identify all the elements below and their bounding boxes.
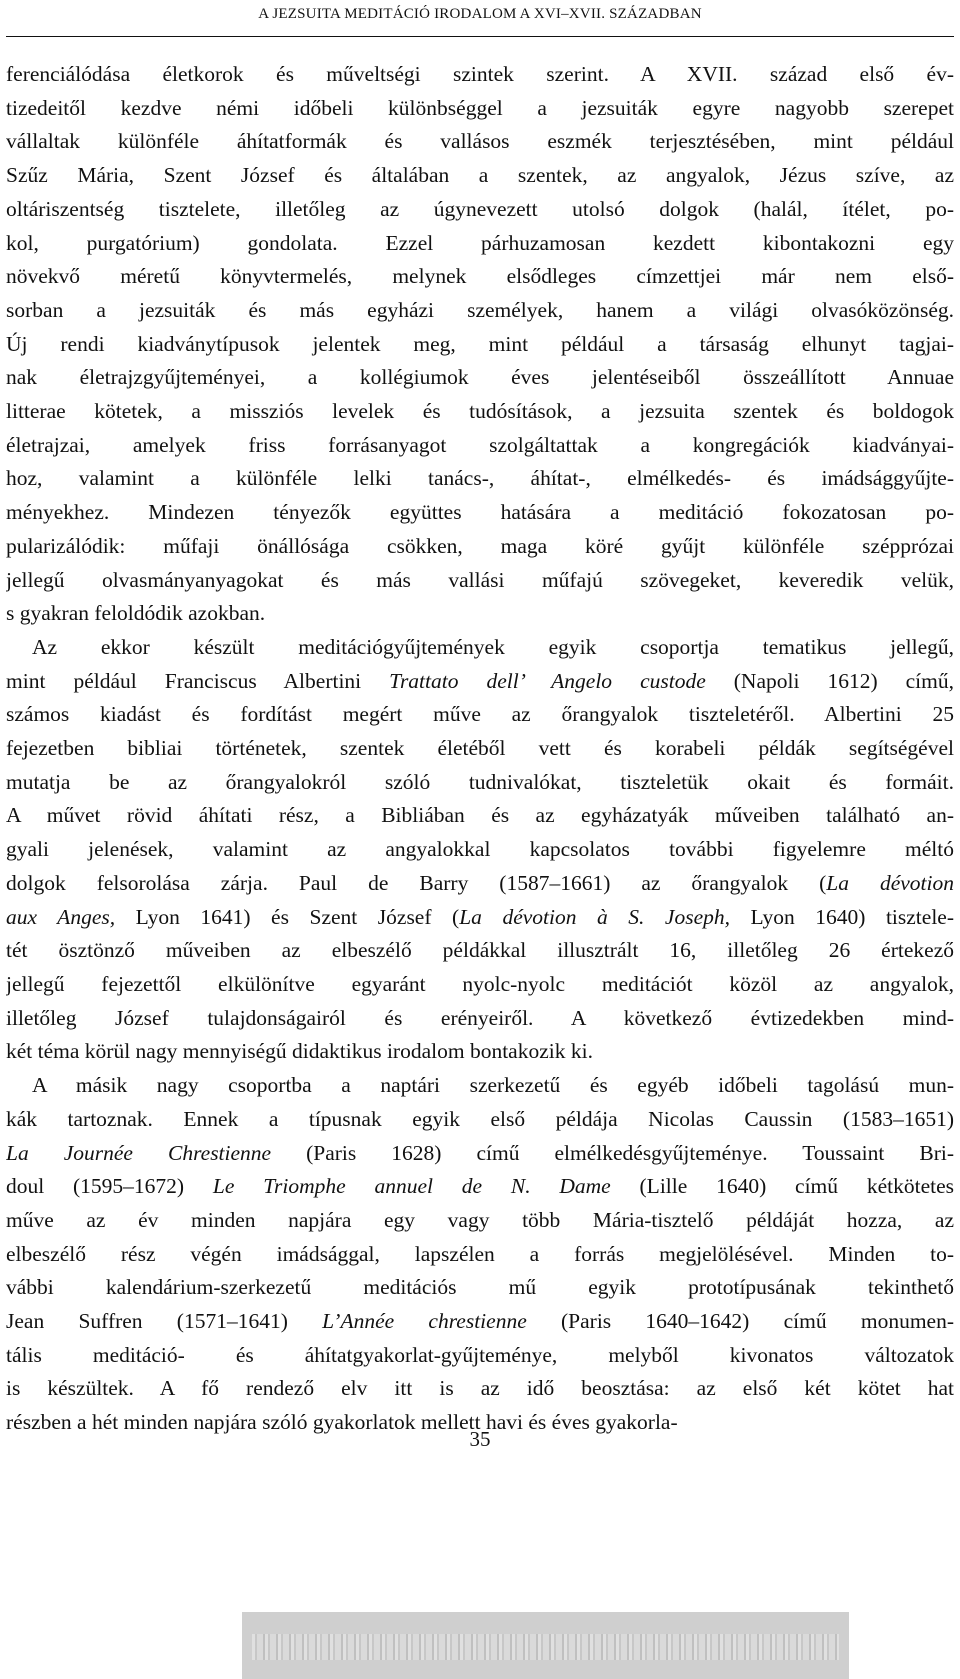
text-line <box>6 833 954 867</box>
text-run: dolgok felsorolása zárja. Paul de Barry (1587–1661) az őrangyalok ( <box>6 870 827 895</box>
paragraph-1 <box>6 58 954 631</box>
text-run: Jean Suffren (1571–1641) <box>6 1309 323 1334</box>
italic-title: Le Triomphe annuel de N. Dame <box>212 1174 611 1199</box>
text-run: (Paris 1640–1642) című monumen- <box>526 1309 954 1334</box>
text-run: (Paris 1628) című elmélkedésgyűjteménye. Toussaint Bri- <box>271 1140 954 1165</box>
running-head: A JEZSUITA MEDITÁCIÓ IRODALOM A XVI–XVII. SZÁZADBAN <box>258 6 702 22</box>
text-line: tizedeitől kezdve némi időbeli különbséggel a jezsuiták egyre nagyobb szerepet <box>6 95 954 120</box>
text-run: két téma körül nagy mennyiségű didaktikus irodalom bontakozik ki. <box>6 1039 593 1064</box>
text-line: növekvő méretű könyvtermelés, melynek elsődleges címzettjei már nem első- <box>6 264 954 289</box>
italic-title: aux Anges, <box>6 904 116 929</box>
text-line <box>6 766 954 800</box>
italic-title: L’Année chrestienne <box>322 1309 527 1334</box>
text-line: pularizálódik: műfaji önállósága csökken, maga köré gyűjt különféle szépprózai <box>6 533 954 558</box>
text-run: Lyon 1640) tisztele- <box>730 904 954 929</box>
text-run: A másik nagy csoportba a naptári szerkezetű és egyéb időbeli tagolású mun- <box>32 1073 954 1098</box>
header-rule <box>6 36 954 37</box>
text-line: litterae kötetek, a missziós levelek és tudósítások, a jezsuita szentek és boldogok <box>6 399 954 424</box>
text-line <box>6 665 954 699</box>
paragraph-2 <box>6 631 954 1069</box>
text-line: vállaltak különféle áhítatformák és vallásos eszmék terjesztésében, mint például <box>6 129 954 154</box>
text-run: tális meditáció- és áhítatgyakorlat-gyűjteménye, melyből kivonatos változatok <box>6 1342 954 1367</box>
text-run: is készültek. A fő rendező elv itt is az idő beosztása: az első két kötet hat <box>6 1376 954 1401</box>
text-line <box>6 1137 954 1171</box>
italic-title: La Journée Chrestienne <box>6 1140 272 1165</box>
text-line: s gyakran feloldódik azokban. <box>6 601 266 626</box>
text-line <box>6 1204 954 1238</box>
text-run: kák tartoznak. Ennek a típusnak egyik első példája Nicolas Caussin (1583–1651) <box>6 1106 954 1131</box>
text-line <box>6 1103 954 1137</box>
text-run: (Lille 1640) című kétkötetes <box>610 1174 954 1199</box>
text-line <box>6 1170 954 1204</box>
page-body <box>6 58 954 1440</box>
text-line <box>6 1372 954 1406</box>
text-line: jellegű olvasmányanyagokat és más vallási műfajú szövegeket, keveredik velük, <box>6 567 954 592</box>
text-run: A művet rövid áhítati rész, a Bibliában és az egyházatyák műveiben található an- <box>6 803 954 828</box>
text-run: műve az év minden napjára egy vagy több Mária-tisztelő példáját hozza, az <box>6 1207 954 1232</box>
text-run: Az ekkor készült meditációgyűjtemények egyik csoportja tematikus jellegű, <box>32 634 954 659</box>
text-line <box>6 631 954 665</box>
text-run: tét ösztönző műveiben az elbeszélő példákkal illusztrált 16, illetőleg 26 értekező <box>6 938 954 963</box>
text-run: elbeszélő rész végén imádsággal, lapszélen a forrás megjelölésével. Minden to- <box>6 1241 954 1266</box>
text-line <box>6 732 954 766</box>
scan-noise <box>252 1634 839 1660</box>
text-line <box>6 698 954 732</box>
text-line <box>6 1339 954 1373</box>
text-line: kol, purgatórium) gondolata. Ezzel párhuzamosan kezdett kibontakozni egy <box>6 230 954 255</box>
text-run: számos kiadást és fordítást megért műve az őrangyalok tiszteletéről. Albertini 25 <box>6 702 954 727</box>
text-line: életrajzai, amelyek friss forrásanyagot szolgáltattak a kongregációk kiadványai- <box>6 432 954 457</box>
text-line <box>6 1305 954 1339</box>
text-line: nak életrajzgyűjteményei, a kollégiumok éves jelentéseiből összeállított Annuae <box>6 365 954 390</box>
text-run: mutatja be az őrangyalokról szóló tudnivalókat, tiszteletük okait és formáit. <box>6 769 954 794</box>
text-line: Új rendi kiadványtípusok jelentek meg, mint például a társaság elhunyt tagjai- <box>6 331 954 356</box>
italic-title: La dévotion à S. Joseph, <box>459 904 731 929</box>
text-line <box>6 1002 954 1036</box>
scan-artifact-strip <box>242 1612 849 1679</box>
text-line: Szűz Mária, Szent József és általában a szentek, az angyalok, Jézus szíve, az <box>6 163 954 188</box>
text-run: fejezetben bibliai történetek, szentek életéből vett és korabeli példák segítségével <box>6 736 954 761</box>
italic-title: La dévotion <box>826 870 954 895</box>
text-line <box>6 867 954 901</box>
text-run: jellegű fejezettől elkülönítve egyaránt nyolc-nyolc meditációt közöl az angyalok, <box>6 971 954 996</box>
text-run: illetőleg József tulajdonságairól és erényeiről. A következő évtizedekben mind- <box>6 1005 954 1030</box>
text-run: vábbi kalendárium-szerkezetű meditációs mű egyik prototípusának tekinthető <box>6 1275 954 1300</box>
text-run: mint például Franciscus Albertini <box>6 668 390 693</box>
text-line <box>6 968 954 1002</box>
text-line <box>6 1238 954 1272</box>
page-number: 35 <box>469 1427 491 1451</box>
text-line <box>6 1271 954 1305</box>
text-line: sorban a jezsuiták és más egyházi személyek, hanem a világi olvasóközönség. <box>6 297 954 322</box>
text-line: ményekhez. Mindezen tényezők együttes hatására a meditáció fokozatosan po- <box>6 500 954 525</box>
text-line <box>6 1069 954 1103</box>
text-run: részben a hét minden napjára szóló gyakorlatok mellett havi és éves gyakorla- <box>6 1410 678 1435</box>
text-run: doul (1595–1672) <box>6 1174 213 1199</box>
text-line: ferenciálódása életkorok és műveltségi szintek szerint. A XVII. század első év- <box>6 62 954 86</box>
text-line <box>6 934 954 968</box>
text-line <box>6 799 954 833</box>
text-line: hoz, valamint a különféle lelki tanács-, áhítat-, elmélkedés- és imádsággyűjte- <box>6 466 954 491</box>
paragraph-3 <box>6 1069 954 1440</box>
italic-title: Trattato dell’ Angelo custode <box>389 668 706 693</box>
text-line <box>6 1035 954 1069</box>
text-run: Lyon 1641) és Szent József ( <box>115 904 460 929</box>
text-line: oltáriszentség tisztelete, illetőleg az úgynevezett utolsó dolgok (halál, ítélet, po- <box>6 196 954 221</box>
text-line <box>6 901 954 935</box>
text-run: gyali jelenések, valamint az angyalokkal kapcsolatos további figyelemre méltó <box>6 837 954 862</box>
text-run: (Napoli 1612) című, <box>705 668 954 693</box>
